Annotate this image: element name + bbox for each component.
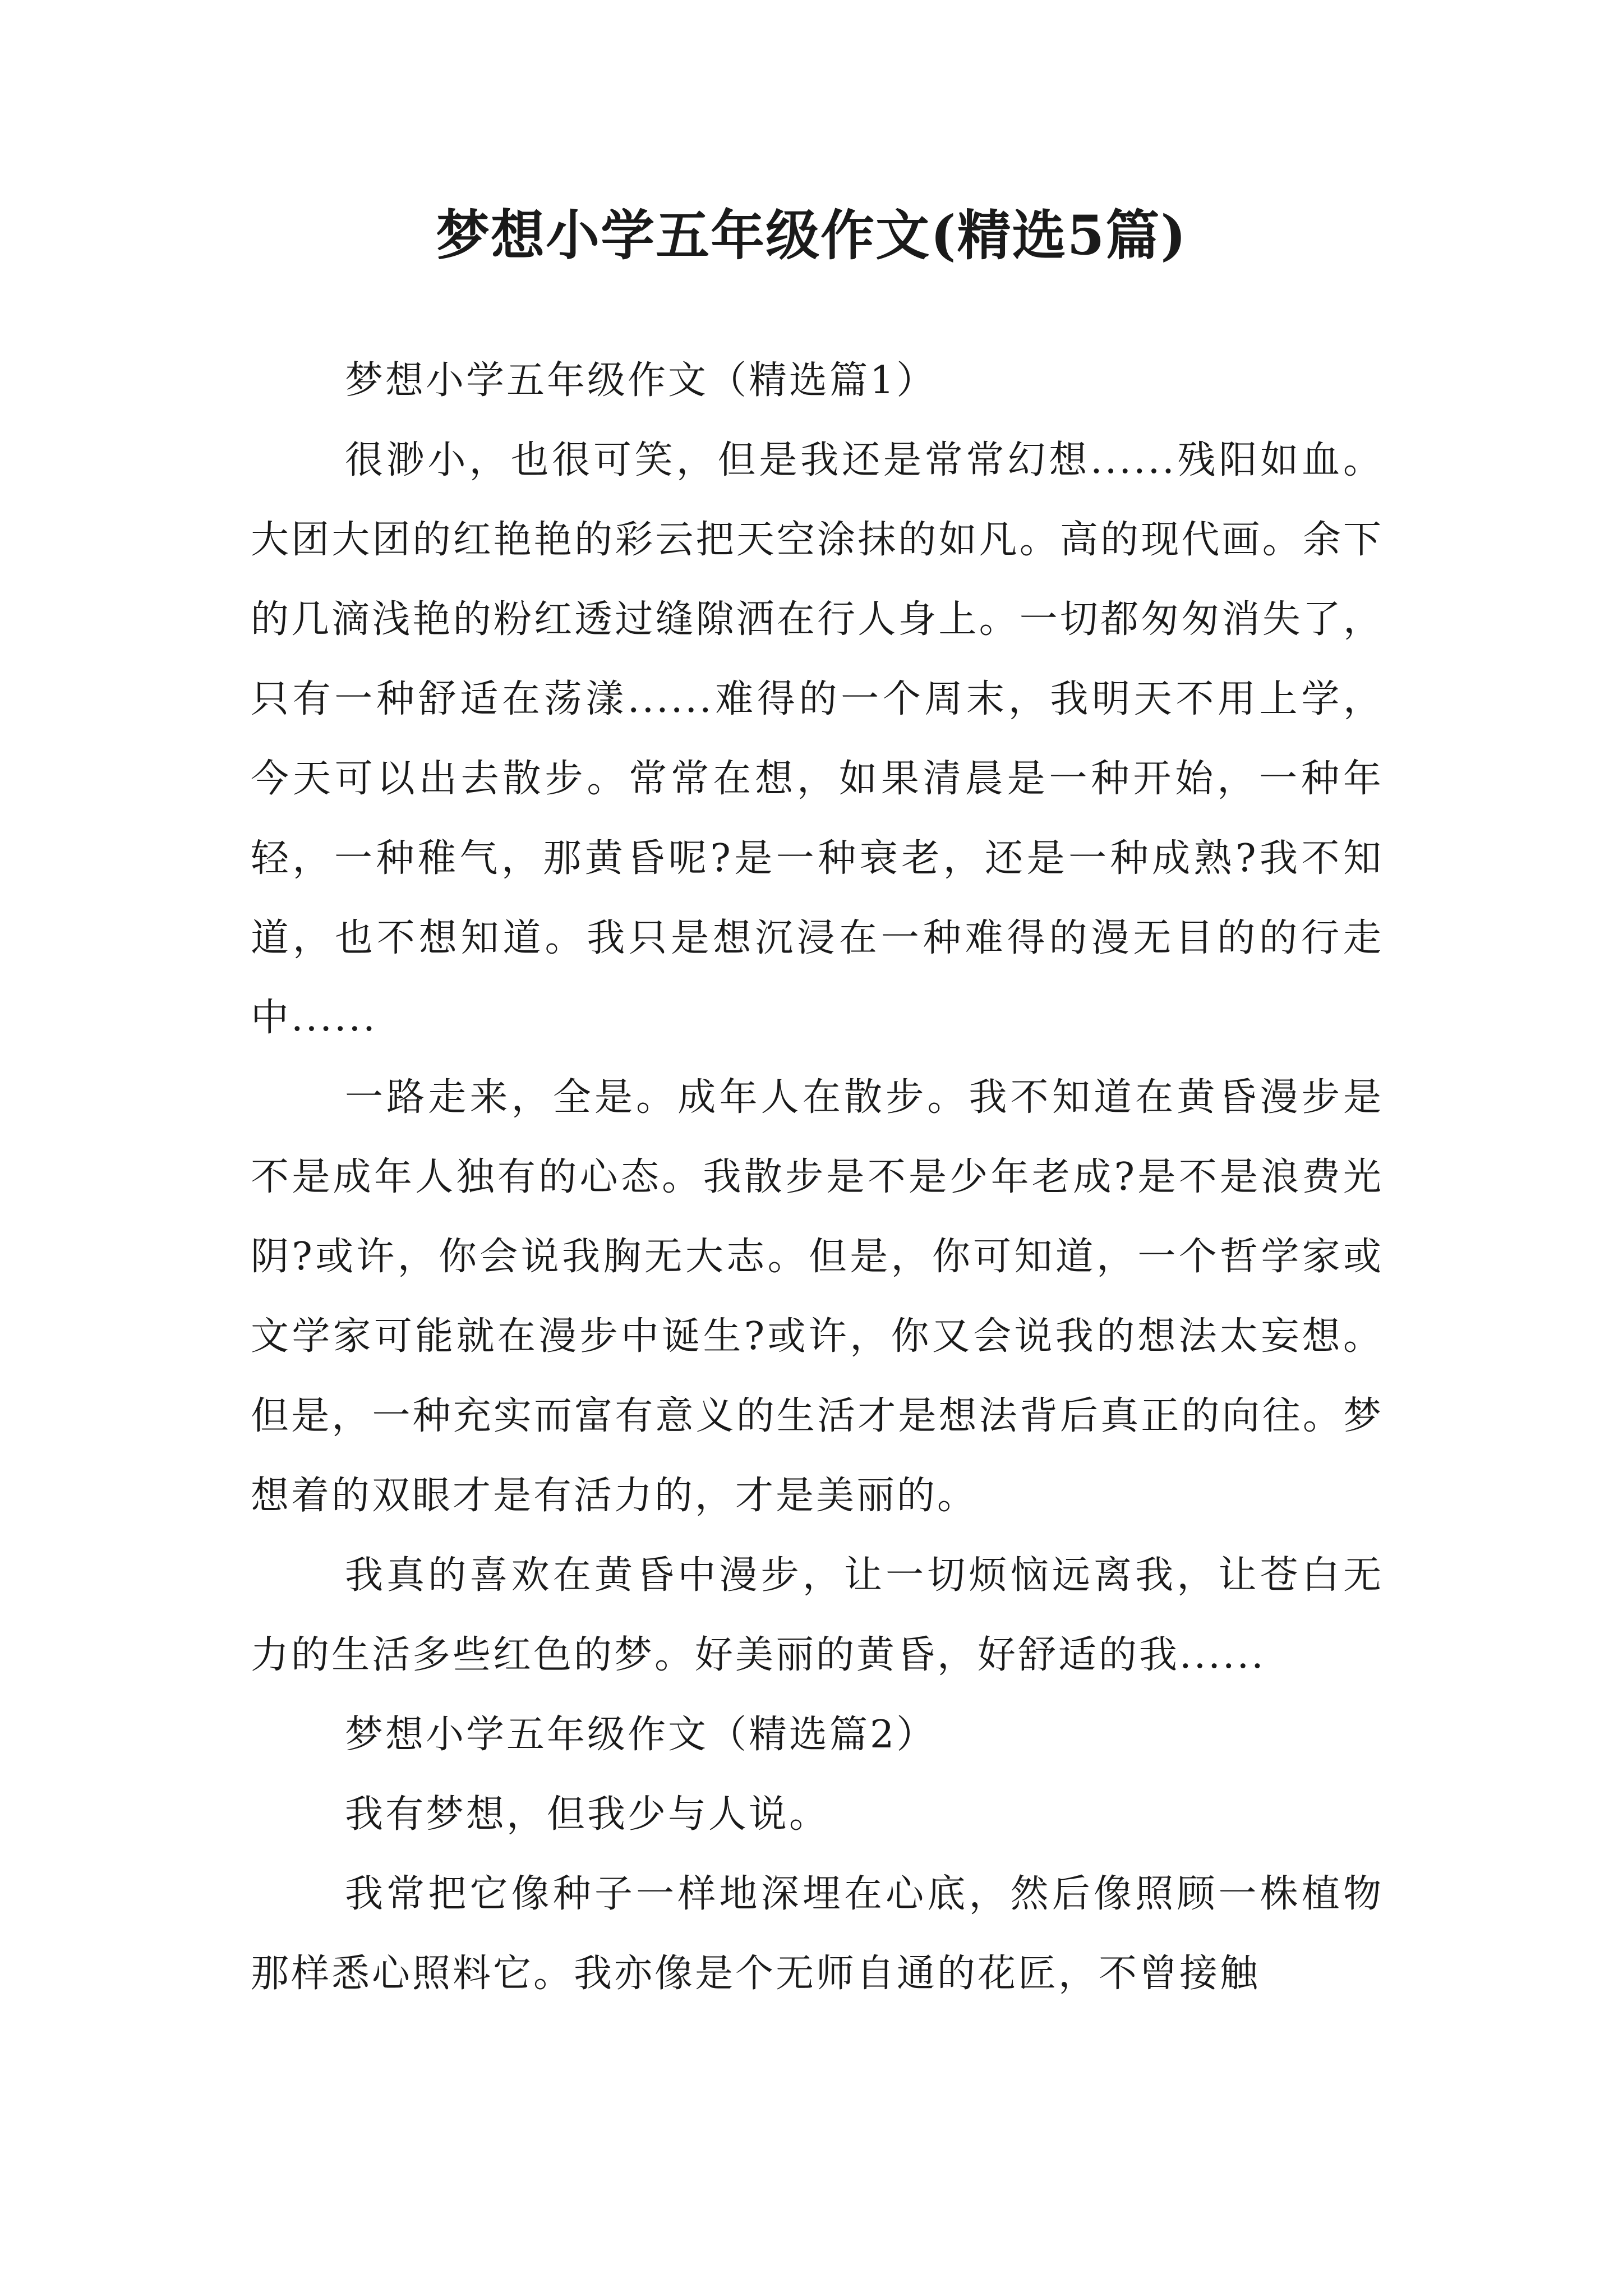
section-heading-1: 梦想小学五年级作文（精选篇1） — [345, 358, 937, 403]
paragraph: 一路走来，全是。成年人在散步。我不知道在黄昏漫步是不是成年人独有的心态。我散步是不是少年老成?是不是浪费光阴?或许，你会说我胸无大志。但是，你可知道，一个哲学家或文学家可能就在漫步中诞生?或许，你又会说我的想法太妄想。但是，一种充实而富有意义的生活才是想法背后真正的向往。梦想着的双眼才是有活力的，才是美丽的。 — [251, 1075, 1384, 1518]
paragraph: 我有梦想，但我少与人说。 — [345, 1792, 830, 1837]
paragraph: 我真的喜欢在黄昏中漫步，让一切烦恼远离我，让苍白无力的生活多些红色的梦。好美丽的黄昏，好舒适的我...... — [251, 1553, 1384, 1677]
paragraph: 我常把它像种子一样地深埋在心底，然后像照顾一株植物那样悉心照料它。我亦像是个无师自通的花匠，不曾接触 — [251, 1872, 1384, 1996]
section-heading-2: 梦想小学五年级作文（精选篇2） — [345, 1713, 937, 1757]
document-title: 梦想小学五年级作文(精选5篇) — [436, 204, 1187, 267]
document-body — [251, 341, 1384, 2014]
paragraph: 很渺小，也很可笑，但是我还是常常幻想......残阳如血。大团大团的红艳艳的彩云把天空涂抹的如凡。高的现代画。余下的几滴浅艳的粉红透过缝隙洒在行人身上。一切都匆匆消失了，只有一种舒适在荡漾......难得的一个周末，我明天不用上学，今天可以出去散步。常常在想，如果清晨是一种开始，一种年轻，一种稚气，那黄昏呢?是一种衰老，还是一种成熟?我不知道，也不想知道。我只是想沉浸在一种难得的漫无目的的行走中...... — [251, 438, 1384, 1040]
